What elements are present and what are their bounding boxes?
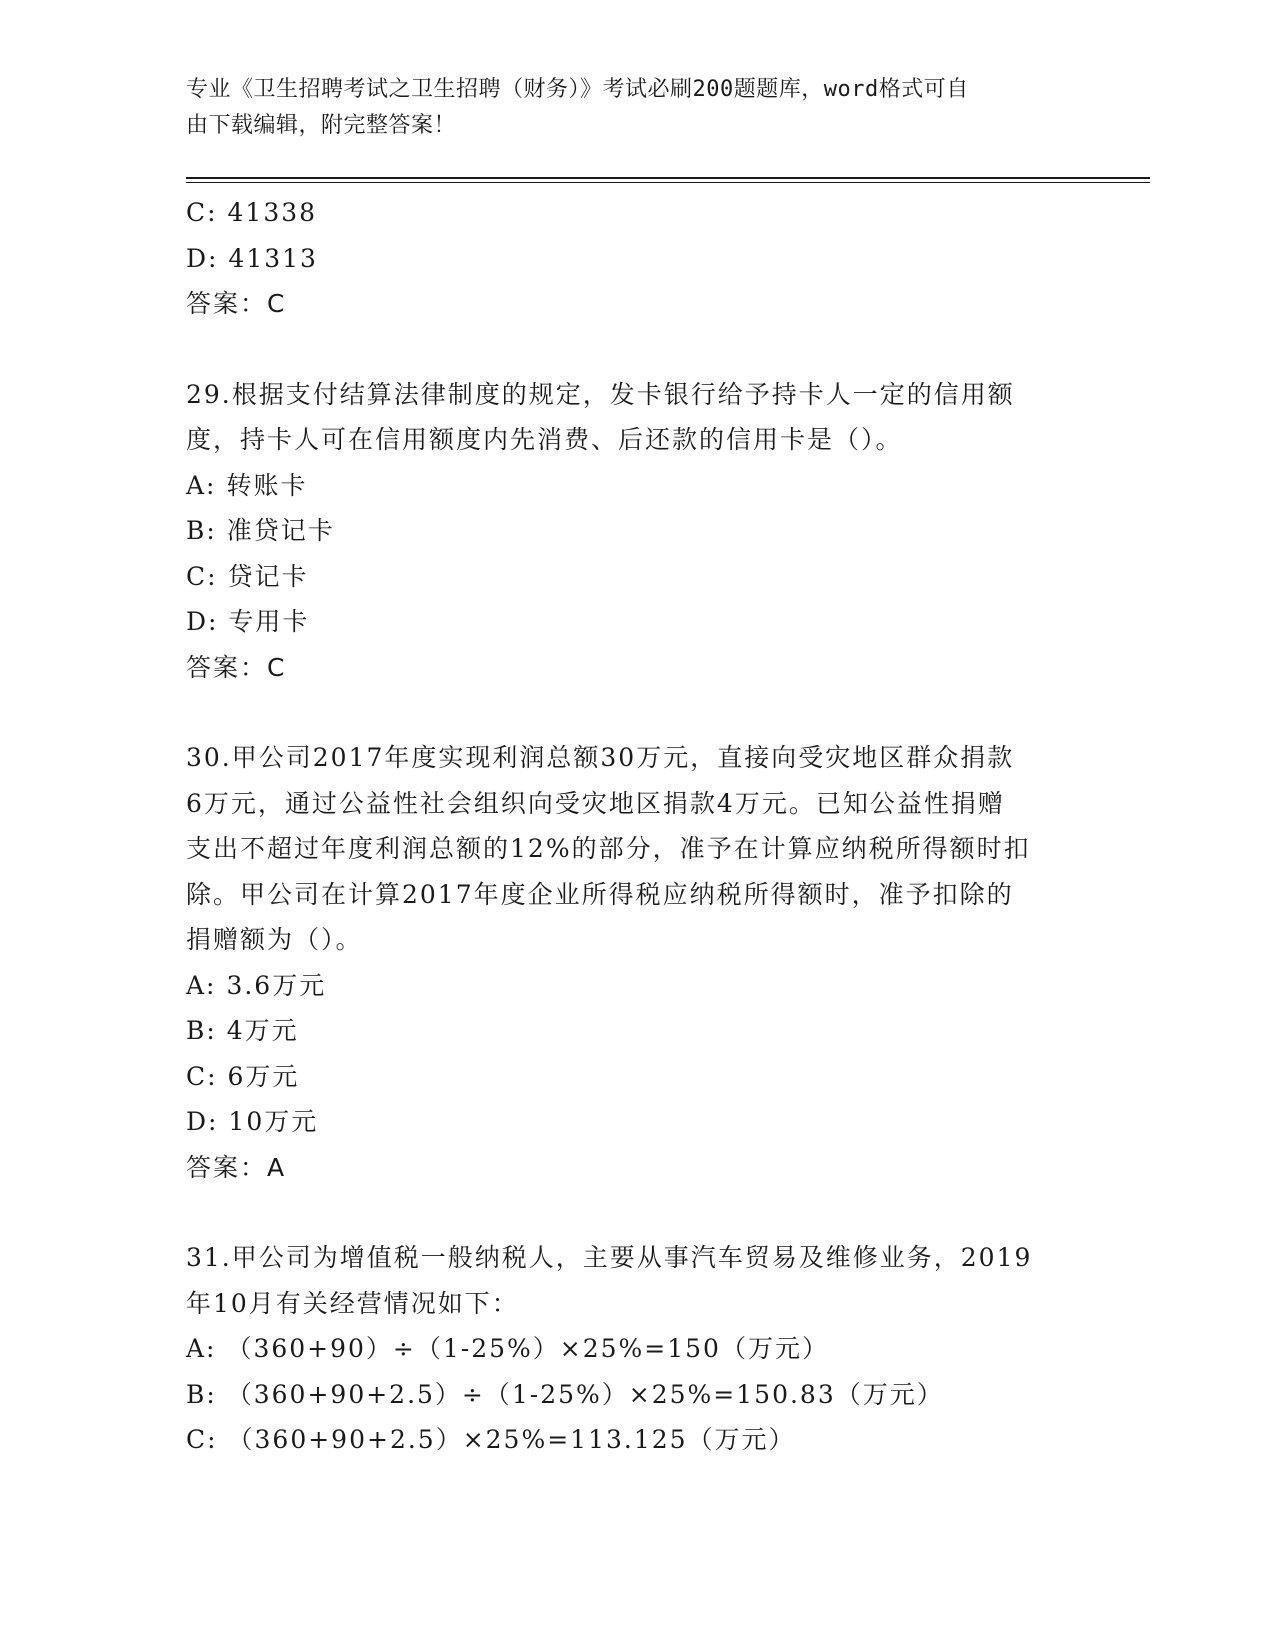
option-text: 贷记卡 xyxy=(227,561,309,591)
option-label: C: xyxy=(186,1425,218,1454)
option-b xyxy=(186,508,1086,554)
option-text: 准贷记卡 xyxy=(226,516,335,545)
option-d xyxy=(186,1099,1086,1145)
option-d xyxy=(186,599,1086,645)
prev-question-tail xyxy=(186,190,1086,327)
question-text-line: 29.根据支付结算法律制度的规定，发卡银行给予持卡人一定的信用额 xyxy=(186,379,1015,409)
option-a xyxy=(186,1326,1086,1372)
answer-line: 答案：C xyxy=(186,652,287,682)
question-31 xyxy=(186,1235,1086,1463)
option-label: B: xyxy=(186,516,217,545)
question-text-line: 捐赠额为（）。 xyxy=(186,925,363,954)
option-text: 4万元 xyxy=(226,1016,299,1045)
option-text: 41338 xyxy=(227,198,318,227)
question-29 xyxy=(186,372,1086,691)
question-text-line: 年10月有关经营情况如下： xyxy=(186,1288,519,1318)
question-spacer xyxy=(186,1190,1086,1235)
option-label: D: xyxy=(186,1107,219,1136)
option-label: C: xyxy=(186,198,218,227)
question-text-line: 支出不超过年度利润总额的12%的部分，准予在计算应纳税所得额时扣 xyxy=(186,834,1031,863)
option-text: （360+90）÷（1-25%）×25%=150（万元） xyxy=(226,1334,829,1363)
question-text-line: 31.甲公司为增值税一般纳税人，主要从事汽车贸易及维修业务，2019 xyxy=(186,1243,1033,1272)
header-divider-thin xyxy=(186,182,1150,183)
header-divider-thick xyxy=(186,177,1150,179)
header-title-line-2: 由下载编辑，附完整答案！ xyxy=(186,113,457,138)
option-label: B: xyxy=(186,1016,217,1045)
option-text: 10万元 xyxy=(228,1107,319,1136)
option-label: A: xyxy=(186,1334,217,1363)
option-text: 转账卡 xyxy=(226,470,308,500)
option-text: 3.6万元 xyxy=(226,970,327,1000)
question-text-line: 除。甲公司在计算2017年度企业所得税应纳税所得额时，准予扣除的 xyxy=(186,879,1014,909)
option-text: 41313 xyxy=(228,243,318,273)
option-a xyxy=(186,963,1086,1009)
option-label: A: xyxy=(186,470,217,500)
option-c xyxy=(186,1417,1086,1463)
answer-line: 答案：C xyxy=(186,289,287,318)
option-b xyxy=(186,1372,1086,1418)
question-text-line: 30.甲公司2017年度实现利润总额30万元，直接向受灾地区群众捐款 xyxy=(186,743,1015,772)
option-label: A: xyxy=(186,970,217,1000)
option-label: D: xyxy=(186,607,219,636)
option-c xyxy=(186,190,1086,236)
option-label: D: xyxy=(186,243,219,273)
option-c xyxy=(186,554,1086,600)
option-text: （360+90+2.5）÷（1-25%）×25%=150.83（万元） xyxy=(226,1379,944,1409)
option-text: （360+90+2.5）×25%=113.125（万元） xyxy=(227,1425,796,1454)
option-text: 6万元 xyxy=(227,1061,300,1091)
answer-line: 答案：A xyxy=(186,1152,287,1182)
question-spacer xyxy=(186,327,1086,372)
document-body xyxy=(186,190,1086,1463)
option-label: C: xyxy=(186,561,218,591)
option-c xyxy=(186,1054,1086,1100)
header-title-line-1: 专业《卫生招聘考试之卫生招聘（财务）》考试必刷200题题库，word格式可自 xyxy=(186,77,969,102)
document-header xyxy=(186,72,1066,144)
option-b xyxy=(186,1008,1086,1054)
option-text: 专用卡 xyxy=(228,607,310,636)
question-text-line: 6万元，通过公益性社会组织向受灾地区捐款4万元。已知公益性捐赠 xyxy=(186,788,1005,818)
option-label: B: xyxy=(186,1379,217,1409)
option-a xyxy=(186,463,1086,509)
option-label: C: xyxy=(186,1061,218,1091)
question-30 xyxy=(186,735,1086,1190)
question-text-line: 度，持卡人可在信用额度内先消费、后还款的信用卡是（）。 xyxy=(186,425,903,454)
option-d xyxy=(186,236,1086,282)
question-spacer xyxy=(186,690,1086,735)
